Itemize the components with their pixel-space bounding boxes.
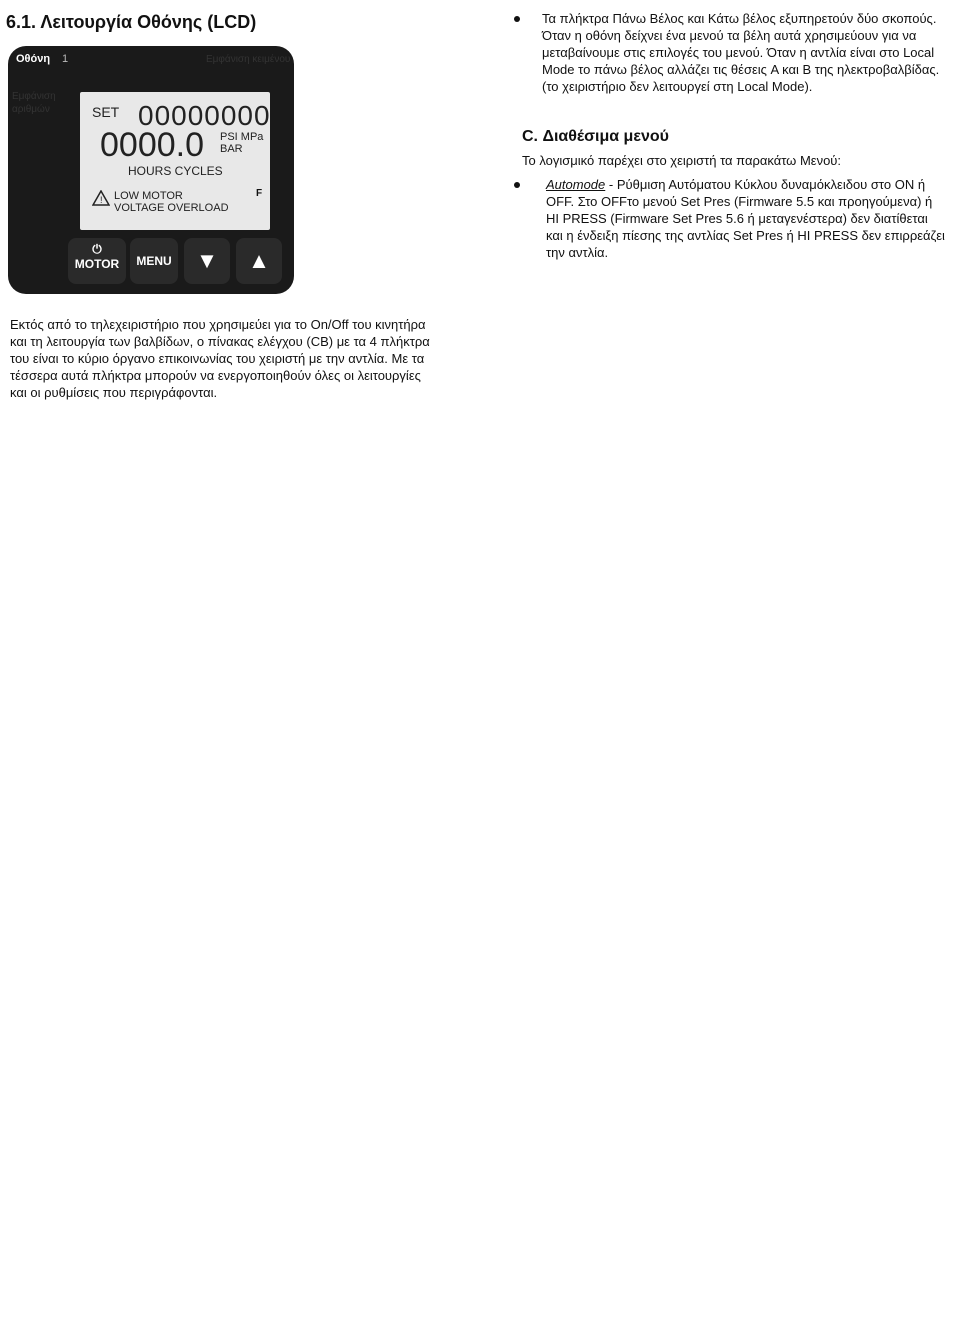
warning-line-2: VOLTAGE OVERLOAD <box>114 202 229 214</box>
units-line-2: BAR <box>220 143 243 155</box>
units-label <box>220 131 263 155</box>
display-text-label: Εμφάνιση κειμένου <box>206 54 291 65</box>
arrow-up-icon: ▲ <box>248 248 270 273</box>
menu-button[interactable] <box>130 238 178 284</box>
menu-button-label: MENU <box>136 254 172 268</box>
hours-cycles-label: HOURS CYCLES <box>128 164 223 178</box>
fuel-icon: F <box>256 188 263 199</box>
automode-name: Automode <box>546 177 606 192</box>
down-arrow-button[interactable] <box>184 238 230 284</box>
set-label: SET <box>92 104 120 120</box>
bullet-dot <box>514 16 520 22</box>
section-c-title: C. Διαθέσιμα μενού <box>522 128 669 145</box>
updown-bullet-text: Τα πλήκτρα Πάνω Βέλος και Κάτω βέλος εξυπηρετούν δύο σκοπούς. Όταν η οθόνη δείχνει ένα μενού τα βέλη αυτά χρησιμεύουν για να μεταβαίνουμε στις επιλογές του μενού. Όταν η αντλία είναι στο Local Mode το πάνω βέλος αλλάζει τις θέσεις A και B της ηλεκτροβαλβίδας. (το χειριστήριο δεν λειτουργεί στη Local Mode). <box>542 11 940 94</box>
screen-number: 1 <box>62 53 69 65</box>
svg-text:!: ! <box>100 195 103 205</box>
section-c-intro: Το λογισμικό παρέχει στο χειριστή τα παρακάτω Μενού: <box>522 153 842 168</box>
units-line-1: PSI MPa <box>220 131 264 143</box>
top-digits: 00000000 <box>138 100 271 131</box>
warning-labels <box>114 190 229 214</box>
number-display-label: Εμφάνιση αριθμών <box>12 91 56 115</box>
warning-line-1: LOW MOTOR <box>114 190 183 202</box>
arrow-down-icon: ▼ <box>196 248 218 273</box>
automode-text: - Ρύθμιση Αυτόματου Κύκλου δυναμόκλειδου στο ON ή OFF. Στο OFFτο μενού Set Pres (Firmware 5.5 και προηγούμενα) ή HI PRESS (Firmware Set Pres 5.6 ή μεταγενέστερα) δεν διατίθεται και η ένδειξη πίεσης της αντλίας Set Pres ή HI PRESS δεν επιρρεάζει την αντλία. <box>546 177 945 260</box>
power-icon: ⏻ <box>92 242 102 256</box>
intro-paragraph: Εκτός από το τηλεχειριστήριο που χρησιμεύει για το On/Off του κινητήρα και τη λειτουργία των βαλβίδων, ο πίνακας ελέγχου (CB) με τα 4 πλήκτρα του είναι το κύριο όργανο επικοινωνίας του χειριστή με την αντλία. Με τα τέσσερα αυτά πλήκτρα μπορούν να ενεργοποιηθούν όλες οι λειτουργίες και οι ρυθμίσεις που περιγράφονται. <box>10 317 430 400</box>
motor-button[interactable] <box>68 238 126 284</box>
bullet-dot <box>514 182 520 188</box>
warning-icon <box>92 190 110 211</box>
page-title: 6.1. Λειτουργία Οθόνης (LCD) <box>6 12 257 32</box>
screen-label: Οθόνη <box>16 53 51 65</box>
up-arrow-button[interactable] <box>236 238 282 284</box>
big-digits: 0000.0 <box>100 126 204 164</box>
motor-button-label: MOTOR <box>74 257 120 271</box>
automode-item <box>546 176 946 261</box>
